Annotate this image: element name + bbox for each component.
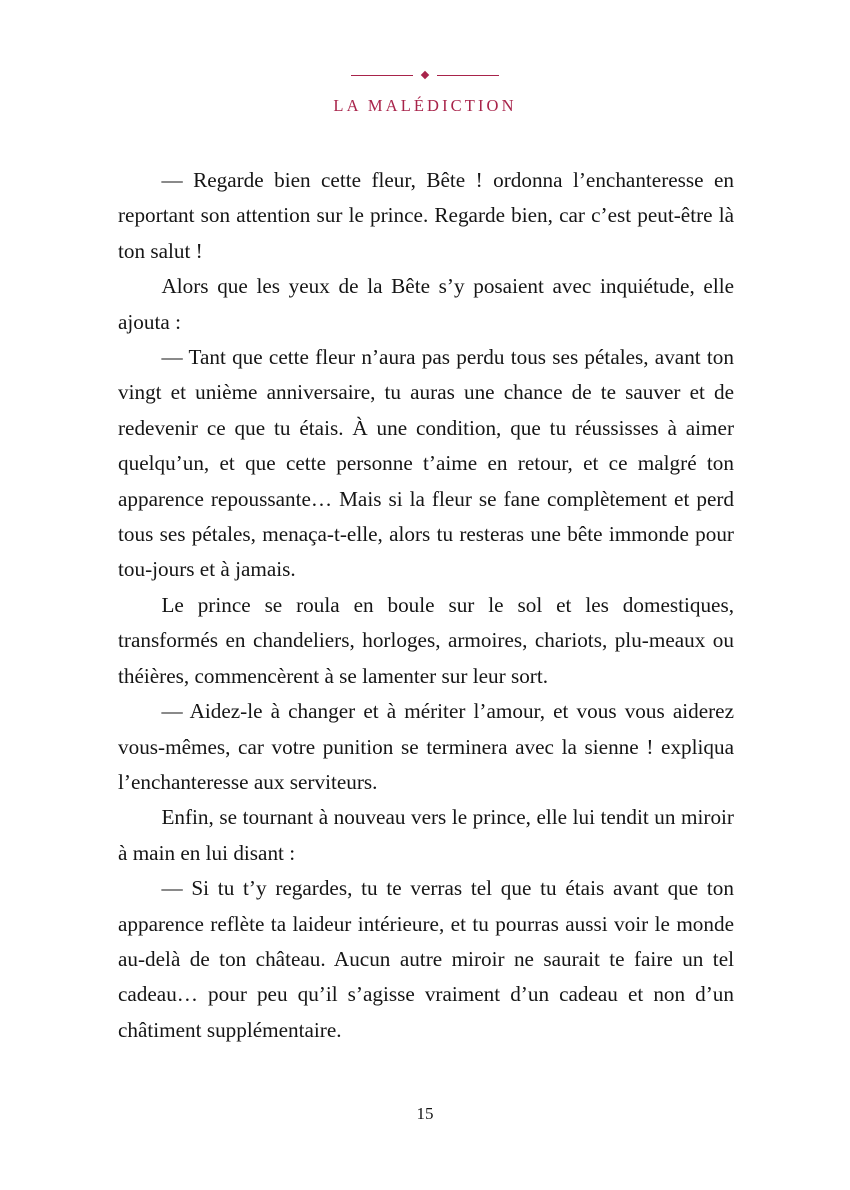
paragraph: Enfin, se tournant à nouveau vers le prince, elle lui tendit un miroir à main en lui disant : xyxy=(118,805,734,865)
diamond-icon xyxy=(421,71,429,79)
paragraph: Alors que les yeux de la Bête s’y posaient avec inquiétude, elle ajouta : xyxy=(118,274,734,334)
ornament-left-rule xyxy=(351,75,413,76)
ornament-right-rule xyxy=(437,75,499,76)
paragraph: — Si tu t’y regardes, tu te verras tel que tu étais avant que ton apparence reflète ta laideur intérieure, et tu pourras aussi voir le monde au-delà de ton château. Aucun autre miroir ne saurait te faire un tel cadeau… pour peu qu’il s’agisse vraiment d’un cadeau et non d’un châtiment supplémentaire. xyxy=(118,876,734,1042)
chapter-ornament xyxy=(0,68,850,82)
paragraph: — Tant que cette fleur n’aura pas perdu tous ses pétales, avant ton vingt et unième anniversaire, tu auras une chance de te sauver et de redevenir ce que tu étais. À une condition, que tu réussisses à aimer quelqu’un, et que cette personne t’aime en retour, et ce malgré ton apparence repoussante… Mais si la fleur se fane complètement et perd tous ses pétales, menaça-t-elle, alors tu resteras une bête immonde pour tou-jours et à jamais. xyxy=(118,345,734,582)
page-number: 15 xyxy=(416,1104,434,1123)
paragraph: — Regarde bien cette fleur, Bête ! ordonna l’enchanteresse en reportant son attention sur le prince. Regarde bien, car c’est peut-être là ton salut ! xyxy=(118,168,734,263)
paragraph: Le prince se roula en boule sur le sol et les domestiques, transformés en chandeliers, horloges, armoires, chariots, plu-meaux ou théières, commencèrent à se lamenter sur leur sort. xyxy=(118,592,734,688)
body-text xyxy=(118,163,734,1048)
paragraph: — Aidez-le à changer et à mériter l’amour, et vous vous aiderez vous-mêmes, car votre punition se terminera avec la sienne ! expliqua l’enchanteresse aux serviteurs. xyxy=(118,699,734,794)
running-head: LA MALÉDICTION xyxy=(333,96,517,115)
